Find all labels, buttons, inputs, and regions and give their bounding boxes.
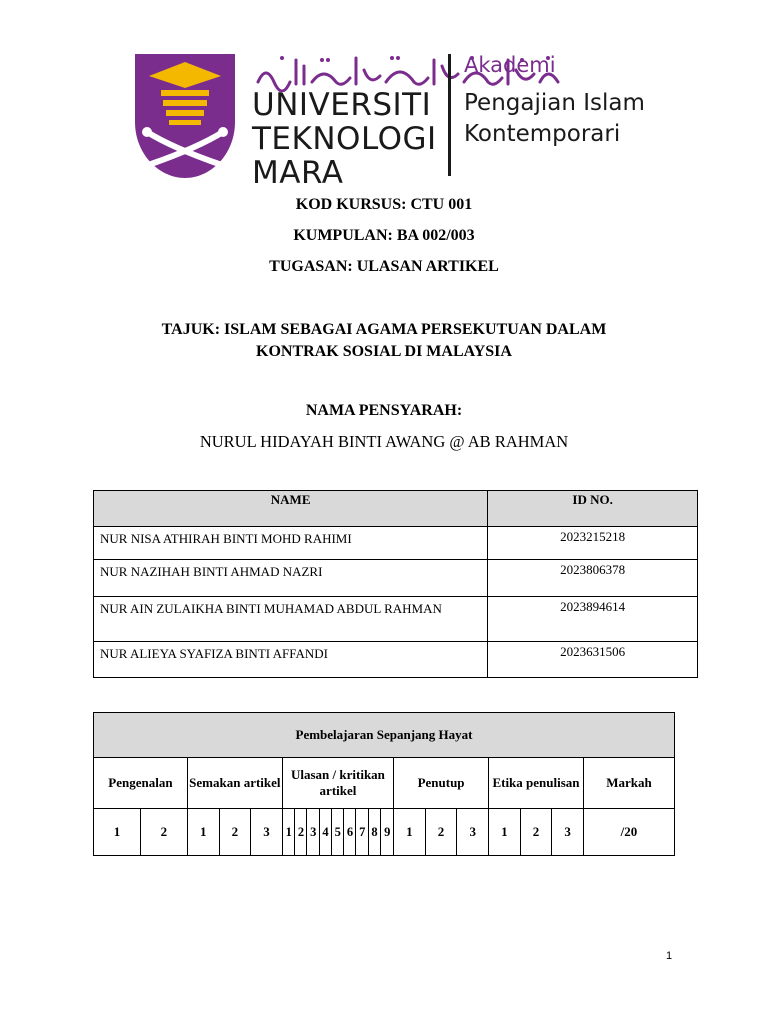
score-cell: 1 <box>489 809 521 856</box>
name-header: NAME <box>94 491 488 527</box>
assignment-type: TUGASAN: ULASAN ARTIKEL <box>269 258 499 275</box>
university-line-3: MARA <box>252 155 344 191</box>
course-code: KOD KURSUS: CTU 001 <box>295 196 473 213</box>
assignment-title <box>0 319 768 363</box>
course-group: KUMPULAN: BA 002/003 <box>293 227 475 244</box>
akademi-line-1: Pengajian Islam <box>464 90 645 116</box>
score-cell: 3 <box>251 809 283 856</box>
member-id: 2023631506 <box>488 642 698 678</box>
header-divider <box>448 54 451 176</box>
score-cell: 2 <box>219 809 251 856</box>
score-cell: 7 <box>356 809 368 856</box>
score-cell: 1 <box>94 809 141 856</box>
page-number: 1 <box>666 950 673 962</box>
table-row <box>94 560 698 597</box>
member-name: NUR NAZIHAH BINTI AHMAD NAZRI <box>94 560 488 597</box>
uitm-crest-logo <box>133 52 237 180</box>
ulasan-header: Ulasan / kritikan artikel <box>282 758 393 809</box>
score-cell: 1 <box>394 809 426 856</box>
id-header: ID NO. <box>488 491 698 527</box>
table-row <box>94 642 698 678</box>
score-cell: 2 <box>140 809 187 856</box>
akademi-line-2: Kontemporari <box>464 121 621 147</box>
score-cell: 2 <box>425 809 457 856</box>
score-cell: 2 <box>295 809 307 856</box>
assessment-header-row <box>94 758 675 809</box>
score-cell: 6 <box>344 809 356 856</box>
member-id: 2023894614 <box>488 597 698 642</box>
score-cell: 1 <box>187 809 219 856</box>
score-cell: 8 <box>368 809 380 856</box>
lecturer-label: NAMA PENSYARAH: <box>305 402 463 419</box>
assessment-table <box>93 712 675 856</box>
score-cell: 4 <box>319 809 331 856</box>
score-cell: 3 <box>307 809 319 856</box>
member-id: 2023215218 <box>488 527 698 560</box>
university-name <box>252 88 437 190</box>
assessment-score-row <box>94 809 675 856</box>
university-line-1: UNIVERSITI <box>252 87 432 123</box>
markah-total: /20 <box>583 809 674 856</box>
title-line-2: KONTRAK SOSIAL DI MALAYSIA <box>256 343 512 360</box>
lecturer-name: NURUL HIDAYAH BINTI AWANG @ AB RAHMAN <box>199 432 569 451</box>
member-name: NUR AIN ZULAIKHA BINTI MUHAMAD ABDUL RAHMAN <box>94 597 488 642</box>
pengenalan-header: Pengenalan <box>94 758 188 809</box>
member-name: NUR ALIEYA SYAFIZA BINTI AFFANDI <box>94 642 488 678</box>
member-id: 2023806378 <box>488 560 698 597</box>
table-row <box>94 597 698 642</box>
members-table <box>93 490 698 678</box>
etika-header: Etika penulisan <box>489 758 584 809</box>
akademi-label: Akademi <box>464 53 556 77</box>
score-cell: 3 <box>552 809 584 856</box>
score-cell: 9 <box>380 809 393 856</box>
score-cell: 2 <box>520 809 552 856</box>
akademi-name <box>464 88 645 150</box>
markah-header: Markah <box>583 758 674 809</box>
semakan-header: Semakan artikel <box>187 758 282 809</box>
header <box>130 48 650 191</box>
score-cell: 3 <box>457 809 489 856</box>
score-cell: 1 <box>282 809 294 856</box>
title-line-1: TAJUK: ISLAM SEBAGAI AGAMA PERSEKUTUAN DALAM <box>161 321 607 338</box>
university-line-2: TEKNOLOGI <box>252 121 437 157</box>
member-name: NUR NISA ATHIRAH BINTI MOHD RAHIMI <box>94 527 488 560</box>
assessment-title: Pembelajaran Sepanjang Hayat <box>94 713 675 758</box>
score-cell: 5 <box>331 809 343 856</box>
penutup-header: Penutup <box>394 758 489 809</box>
table-row <box>94 527 698 560</box>
members-header-row <box>94 491 698 527</box>
